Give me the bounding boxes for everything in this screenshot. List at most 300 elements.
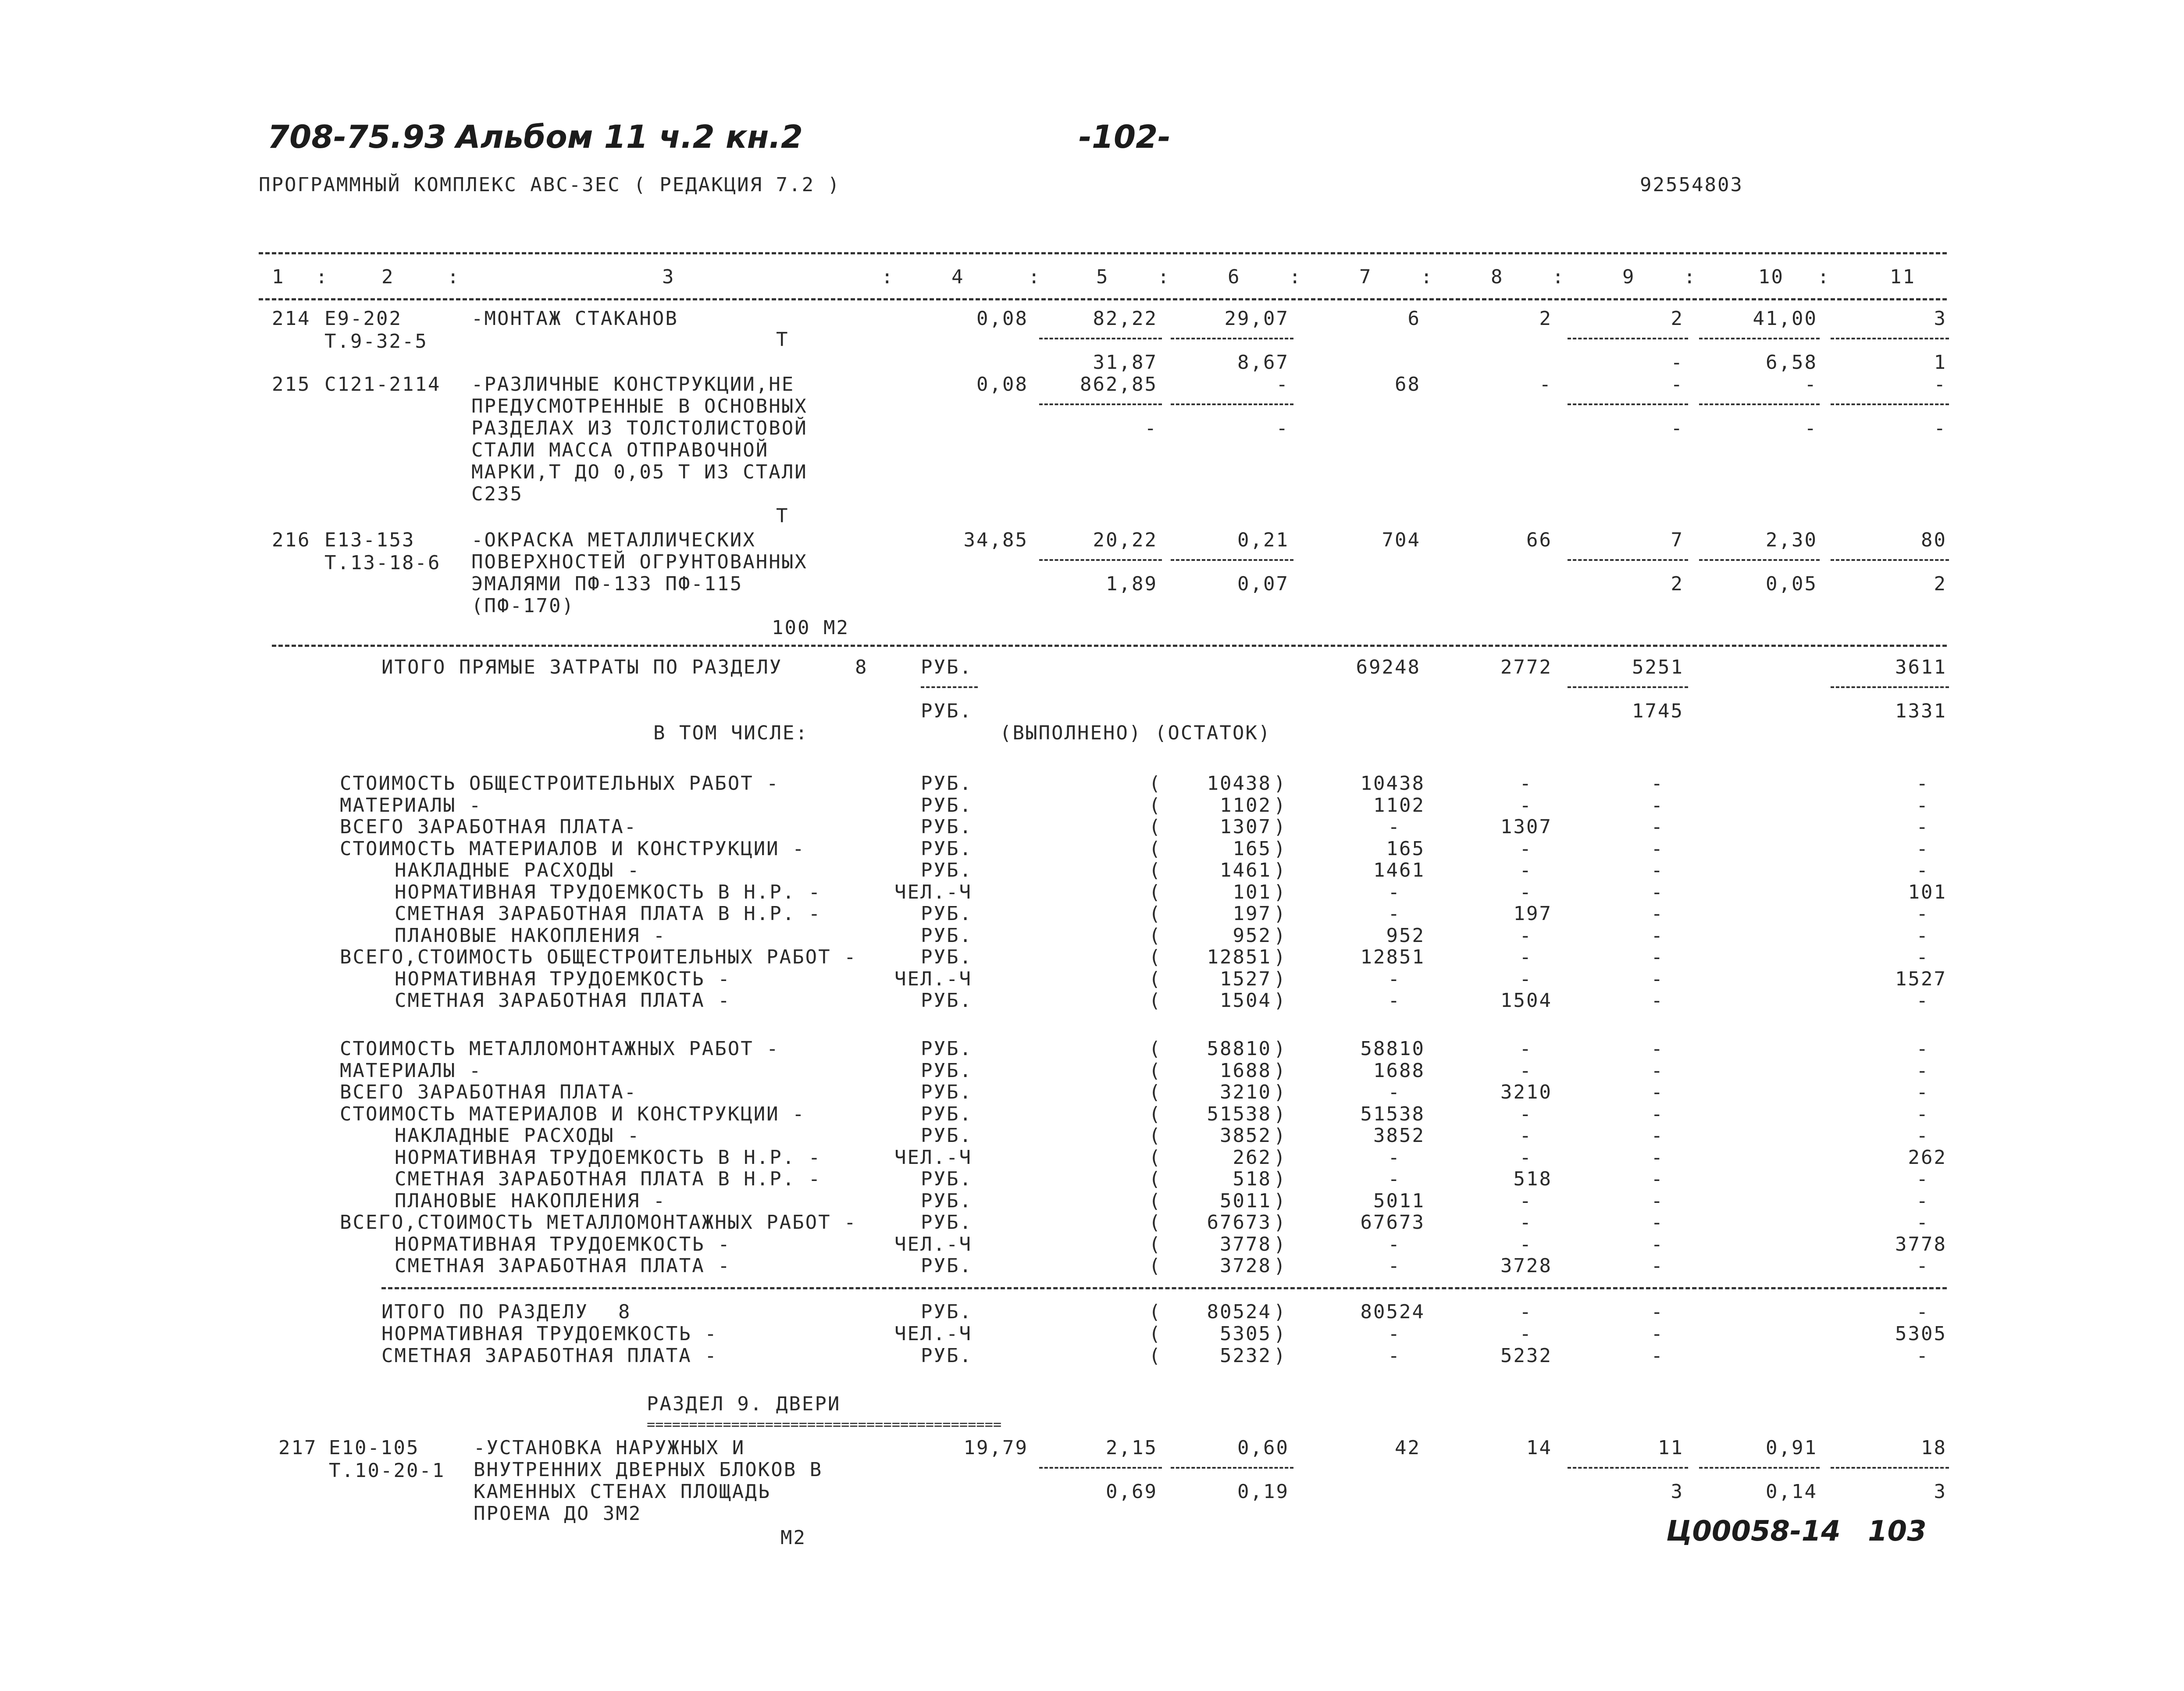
- summary-done: 262: [1233, 1146, 1272, 1169]
- summary-paren-close: ): [1274, 794, 1287, 817]
- item-value-c10b: -: [1804, 417, 1817, 439]
- column-separator: :: [316, 266, 329, 288]
- summary-label: НОРМАТИВНАЯ ТРУДОЕМКОСТЬ -: [395, 967, 731, 990]
- summary-c7: -: [1388, 989, 1401, 1012]
- section-total-c8: 5232: [1500, 1345, 1552, 1367]
- item-code-2: Т.9-32-5: [324, 330, 428, 353]
- summary-c9: -: [1651, 946, 1664, 968]
- summary-c9: -: [1651, 924, 1664, 947]
- item-code-2: Т.10-20-1: [329, 1459, 445, 1482]
- summary-c11: -: [1916, 816, 1929, 838]
- item-number: 215: [272, 373, 311, 396]
- summary-c9: -: [1651, 1038, 1664, 1060]
- summary-c7: -: [1388, 816, 1401, 838]
- item-value-c11b: 3: [1934, 1481, 1947, 1503]
- summary-paren-close: ): [1274, 1102, 1287, 1125]
- summary-c9: -: [1651, 881, 1664, 903]
- summary-c9: -: [1651, 772, 1664, 795]
- summary-done: 10438: [1207, 772, 1272, 795]
- summary-paren-open: (: [1149, 772, 1162, 795]
- summary-c8: -: [1519, 967, 1532, 990]
- totals-unit-2: РУБ.: [921, 700, 973, 722]
- summary-label: МАТЕРИАЛЫ -: [340, 794, 482, 817]
- item-subrule: [1039, 338, 1162, 339]
- summary-done: 3728: [1220, 1255, 1272, 1277]
- summary-label: ВСЕГО,СТОИМОСТЬ МЕТАЛЛОМОНТАЖНЫХ РАБОТ -: [340, 1211, 857, 1234]
- item-value-c6b: 0,19: [1237, 1481, 1289, 1503]
- summary-label: СТОИМОСТЬ МАТЕРИАЛОВ И КОНСТРУКЦИИ -: [340, 1102, 805, 1125]
- summary-c8: -: [1519, 1038, 1532, 1060]
- summary-c11: -: [1916, 1102, 1929, 1125]
- item-code: Е9-202: [324, 307, 402, 330]
- summary-c7: -: [1388, 903, 1401, 925]
- summary-c11: -: [1916, 1124, 1929, 1147]
- summary-paren-close: ): [1274, 1323, 1287, 1345]
- item-value-c11: 80: [1921, 529, 1947, 551]
- item-description: -ОКРАСКА МЕТАЛЛИЧЕСКИХ: [471, 529, 756, 551]
- summary-paren-open: (: [1149, 1233, 1162, 1256]
- summary-label: ПЛАНОВЫЕ НАКОПЛЕНИЯ -: [395, 924, 666, 947]
- summary-c11: -: [1916, 946, 1929, 968]
- summary-c11: -: [1916, 924, 1929, 947]
- summary-c11: -: [1916, 1211, 1929, 1234]
- summary-paren-close: ): [1274, 1301, 1287, 1323]
- summary-c8: -: [1519, 1124, 1532, 1147]
- item-value-c6: 29,07: [1224, 307, 1289, 330]
- summary-c8: -: [1519, 946, 1532, 968]
- item-subrule: [1831, 559, 1949, 561]
- summary-paren-close: ): [1274, 1124, 1287, 1147]
- summary-label: НОРМАТИВНАЯ ТРУДОЕМКОСТЬ В Н.Р. -: [395, 1146, 822, 1169]
- item-value-c5: 2,15: [1106, 1437, 1158, 1459]
- stamp-code: Ц00058-14: [1666, 1515, 1841, 1548]
- summary-unit: ЧЕЛ.-Ч: [894, 1146, 972, 1169]
- header-rule-bottom: [259, 298, 1947, 300]
- summary-unit: РУБ.: [921, 1211, 973, 1234]
- summary-c11: -: [1916, 903, 1929, 925]
- column-number: 6: [1228, 266, 1241, 288]
- section-total-c9: -: [1651, 1323, 1664, 1345]
- item-description: (ПФ-170): [471, 595, 575, 617]
- summary-c8: 197: [1513, 903, 1552, 925]
- summary-done: 1307: [1220, 816, 1272, 838]
- item-value-c9b: -: [1671, 417, 1684, 439]
- item-description: С235: [471, 483, 523, 505]
- item-description: СТАЛИ МАССА ОТПРАВОЧНОЙ: [471, 439, 769, 461]
- summary-paren-open: (: [1149, 1102, 1162, 1125]
- summary-paren-open: (: [1149, 1211, 1162, 1234]
- column-separator: :: [1158, 266, 1171, 288]
- section-9-title: РАЗДЕЛ 9. ДВЕРИ: [647, 1393, 841, 1415]
- summary-paren-close: ): [1274, 924, 1287, 947]
- summary-c7: -: [1388, 1255, 1401, 1277]
- column-separator: :: [1817, 266, 1831, 288]
- item-value-c5: 82,22: [1093, 307, 1158, 330]
- summary-c7: 58810: [1360, 1038, 1425, 1060]
- summary-c11: 1527: [1895, 967, 1947, 990]
- header-rule-top: [259, 252, 1947, 254]
- section-total-c9: -: [1651, 1345, 1664, 1367]
- item-code: С121-2114: [324, 373, 441, 396]
- summary-c8: -: [1519, 794, 1532, 817]
- column-separator: :: [1028, 266, 1041, 288]
- summary-done: 3778: [1220, 1233, 1272, 1256]
- summary-c9: -: [1651, 1124, 1664, 1147]
- summary-c9: -: [1651, 967, 1664, 990]
- item-value-c4: 19,79: [963, 1437, 1028, 1459]
- summary-c11: -: [1916, 794, 1929, 817]
- totals-subrule: [1568, 686, 1688, 688]
- item-value-c9: 11: [1658, 1437, 1684, 1459]
- item-subrule: [1039, 559, 1162, 561]
- item-subrule: [1568, 559, 1688, 561]
- summary-done: 1102: [1220, 794, 1272, 817]
- summary-unit: РУБ.: [921, 859, 973, 881]
- summary-c9: -: [1651, 1059, 1664, 1082]
- summary-paren-close: ): [1274, 859, 1287, 881]
- item-unit: Т: [776, 505, 789, 527]
- summary-paren-open: (: [1149, 794, 1162, 817]
- item-value-c5: 20,22: [1093, 529, 1158, 551]
- section-totals-rule: [381, 1287, 1947, 1289]
- summary-done: 1688: [1220, 1059, 1272, 1082]
- summary-paren-close: ): [1274, 1345, 1287, 1367]
- summary-label: НОРМАТИВНАЯ ТРУДОЕМКОСТЬ -: [395, 1233, 731, 1256]
- item-subrule: [1699, 559, 1820, 561]
- summary-c11: -: [1916, 989, 1929, 1012]
- summary-c8: -: [1519, 1233, 1532, 1256]
- summary-c8: -: [1519, 881, 1532, 903]
- summary-c9: -: [1651, 1255, 1664, 1277]
- summary-c7: -: [1388, 1168, 1401, 1190]
- summary-label: СМЕТНАЯ ЗАРАБОТНАЯ ПЛАТА В Н.Р. -: [395, 1168, 822, 1190]
- item-subrule: [1039, 1467, 1162, 1469]
- totals-subrule: [921, 686, 978, 688]
- summary-c7: -: [1388, 1146, 1401, 1169]
- section-total-c8: -: [1519, 1301, 1532, 1323]
- column-number: 5: [1096, 266, 1109, 288]
- summary-unit: РУБ.: [921, 837, 973, 860]
- item-value-c10b: 6,58: [1766, 351, 1817, 374]
- item-value-c10b: 0,05: [1766, 573, 1817, 595]
- summary-done: 518: [1233, 1168, 1272, 1190]
- summary-c7: 1102: [1373, 794, 1425, 817]
- summary-c11: -: [1916, 1189, 1929, 1212]
- summary-c7: 3852: [1373, 1124, 1425, 1147]
- summary-unit: РУБ.: [921, 772, 973, 795]
- including-label: В ТОМ ЧИСЛЕ:: [653, 722, 809, 744]
- summary-paren-open: (: [1149, 1323, 1162, 1345]
- summary-paren-close: ): [1274, 967, 1287, 990]
- totals-c7: 69248: [1356, 656, 1421, 678]
- item-subrule: [1568, 338, 1688, 339]
- summary-label: СМЕТНАЯ ЗАРАБОТНАЯ ПЛАТА -: [395, 1255, 731, 1277]
- column-number: 8: [1491, 266, 1504, 288]
- item-unit: Т: [776, 328, 789, 351]
- item-value-c11: 3: [1934, 307, 1947, 330]
- item-description: ПРОЕМА ДО 3М2: [474, 1502, 642, 1525]
- section-total-done: 5305: [1220, 1323, 1272, 1345]
- column-separator: :: [1684, 266, 1697, 288]
- summary-c9: -: [1651, 1146, 1664, 1169]
- section-total-c9: -: [1651, 1301, 1664, 1323]
- totals-c9: 5251: [1632, 656, 1684, 678]
- summary-c8: -: [1519, 1211, 1532, 1234]
- section-total-unit: ЧЕЛ.-Ч: [894, 1323, 972, 1345]
- section-total-done: 5232: [1220, 1345, 1272, 1367]
- column-number: 11: [1890, 266, 1916, 288]
- totals-c11: 3611: [1895, 656, 1947, 678]
- summary-c11: -: [1916, 837, 1929, 860]
- summary-paren-close: ): [1274, 903, 1287, 925]
- summary-c8: 1307: [1500, 816, 1552, 838]
- summary-c8: -: [1519, 859, 1532, 881]
- summary-paren-open: (: [1149, 946, 1162, 968]
- summary-paren-close: ): [1274, 1081, 1287, 1103]
- item-number: 214: [272, 307, 311, 330]
- item-value-c8: -: [1539, 373, 1552, 396]
- summary-paren-open: (: [1149, 1301, 1162, 1323]
- summary-c8: -: [1519, 1102, 1532, 1125]
- item-value-c6b: 8,67: [1237, 351, 1289, 374]
- section-total-unit: РУБ.: [921, 1301, 973, 1323]
- column-separator: :: [1552, 266, 1565, 288]
- summary-paren-close: ): [1274, 989, 1287, 1012]
- summary-c8: -: [1519, 837, 1532, 860]
- item-value-c7: 6: [1407, 307, 1421, 330]
- item-value-c5: 862,85: [1080, 373, 1158, 396]
- summary-label: СМЕТНАЯ ЗАРАБОТНАЯ ПЛАТА -: [395, 989, 731, 1012]
- section-total-c11: -: [1916, 1301, 1929, 1323]
- item-value-c8: 2: [1539, 307, 1552, 330]
- summary-c7: 1461: [1373, 859, 1425, 881]
- summary-unit: ЧЕЛ.-Ч: [894, 1233, 972, 1256]
- summary-c11: 262: [1908, 1146, 1947, 1169]
- item-value-c10: 2,30: [1766, 529, 1817, 551]
- album-label: Альбом 11 ч.2 кн.2: [456, 118, 803, 155]
- summary-paren-open: (: [1149, 1124, 1162, 1147]
- summary-paren-open: (: [1149, 989, 1162, 1012]
- totals-rule: [272, 645, 1947, 647]
- item-description: -УСТАНОВКА НАРУЖНЫХ И: [474, 1437, 745, 1459]
- summary-paren-close: ): [1274, 772, 1287, 795]
- summary-done: 67673: [1207, 1211, 1272, 1234]
- totals-label: ИТОГО ПРЯМЫЕ ЗАТРАТЫ ПО РАЗДЕЛУ: [381, 656, 783, 678]
- totals-unit: РУБ.: [921, 656, 973, 678]
- summary-label: НОРМАТИВНАЯ ТРУДОЕМКОСТЬ В Н.Р. -: [395, 881, 822, 903]
- column-number: 2: [381, 266, 395, 288]
- item-number: 217: [278, 1437, 317, 1459]
- done-rest-label: (ВЫПОЛНЕНО) (ОСТАТОК): [1000, 722, 1272, 744]
- summary-paren-close: ): [1274, 1255, 1287, 1277]
- item-value-c6: -: [1276, 373, 1289, 396]
- item-value-c10: 41,00: [1753, 307, 1817, 330]
- summary-paren-open: (: [1149, 837, 1162, 860]
- summary-label: ПЛАНОВЫЕ НАКОПЛЕНИЯ -: [395, 1189, 666, 1212]
- summary-done: 51538: [1207, 1102, 1272, 1125]
- item-subrule: [1171, 1467, 1293, 1469]
- summary-c8: -: [1519, 1059, 1532, 1082]
- section-total-c7: -: [1388, 1323, 1401, 1345]
- column-number: 1: [272, 266, 285, 288]
- item-value-c9: 2: [1671, 307, 1684, 330]
- summary-paren-open: (: [1149, 1168, 1162, 1190]
- item-subrule: [1171, 559, 1293, 561]
- summary-c8: -: [1519, 1189, 1532, 1212]
- program-header: ПРОГРАММНЫЙ КОМПЛЕКС АВС-3ЕС ( РЕДАКЦИЯ 7.2 ): [259, 174, 841, 196]
- item-value-c6: 0,60: [1237, 1437, 1289, 1459]
- item-value-c11b: -: [1934, 417, 1947, 439]
- summary-c7: 952: [1386, 924, 1425, 947]
- summary-c8: -: [1519, 924, 1532, 947]
- section-total-c11: 5305: [1895, 1323, 1947, 1345]
- summary-unit: РУБ.: [921, 1038, 973, 1060]
- section-9-underline: ==========================================: [647, 1416, 1002, 1433]
- summary-label: СТОИМОСТЬ МЕТАЛЛОМОНТАЖНЫХ РАБОТ -: [340, 1038, 780, 1060]
- summary-done: 1461: [1220, 859, 1272, 881]
- summary-c9: -: [1651, 1211, 1664, 1234]
- item-value-c4: 0,08: [976, 373, 1028, 396]
- summary-c9: -: [1651, 794, 1664, 817]
- item-value-c8: 66: [1526, 529, 1552, 551]
- item-value-c9: -: [1671, 373, 1684, 396]
- item-value-c11b: 1: [1934, 351, 1947, 374]
- item-subrule: [1171, 403, 1293, 405]
- summary-paren-open: (: [1149, 1345, 1162, 1367]
- item-value-c7: 704: [1382, 529, 1421, 551]
- summary-unit: РУБ.: [921, 794, 973, 817]
- item-subrule: [1831, 1467, 1949, 1469]
- item-value-c9b: -: [1671, 351, 1684, 374]
- summary-c7: -: [1388, 1233, 1401, 1256]
- summary-c8: -: [1519, 772, 1532, 795]
- summary-c8: 1504: [1500, 989, 1552, 1012]
- summary-paren-open: (: [1149, 1255, 1162, 1277]
- totals-c9b: 1745: [1632, 700, 1684, 722]
- summary-unit: РУБ.: [921, 816, 973, 838]
- summary-c7: 51538: [1360, 1102, 1425, 1125]
- summary-c7: -: [1388, 1081, 1401, 1103]
- summary-c11: -: [1916, 772, 1929, 795]
- totals-c8: 2772: [1500, 656, 1552, 678]
- item-subrule: [1568, 403, 1688, 405]
- item-description: -МОНТАЖ СТАКАНОВ: [471, 307, 678, 330]
- section-total-c7: 80524: [1360, 1301, 1425, 1323]
- item-code: Е10-105: [329, 1437, 420, 1459]
- item-number: 216: [272, 529, 311, 551]
- summary-unit: ЧЕЛ.-Ч: [894, 967, 972, 990]
- program-code: 92554803: [1640, 174, 1743, 196]
- item-value-c10: -: [1804, 373, 1817, 396]
- summary-unit: РУБ.: [921, 1255, 973, 1277]
- summary-c7: 1688: [1373, 1059, 1425, 1082]
- summary-c9: -: [1651, 816, 1664, 838]
- summary-unit: РУБ.: [921, 1124, 973, 1147]
- summary-c9: -: [1651, 1233, 1664, 1256]
- summary-done: 58810: [1207, 1038, 1272, 1060]
- summary-c8: 518: [1513, 1168, 1552, 1190]
- item-value-c9b: 3: [1671, 1481, 1684, 1503]
- summary-done: 1527: [1220, 967, 1272, 990]
- summary-c8: 3728: [1500, 1255, 1552, 1277]
- item-value-c4: 34,85: [963, 529, 1028, 551]
- item-value-c6b: 0,07: [1237, 573, 1289, 595]
- section-total-label: ИТОГО ПО РАЗДЕЛУ: [381, 1301, 588, 1323]
- column-number: 4: [951, 266, 965, 288]
- summary-c11: -: [1916, 1038, 1929, 1060]
- section-total-unit: РУБ.: [921, 1345, 973, 1367]
- item-value-c7: 42: [1395, 1437, 1421, 1459]
- summary-unit: РУБ.: [921, 1102, 973, 1125]
- item-value-c6b: -: [1276, 417, 1289, 439]
- summary-label: ВСЕГО ЗАРАБОТНАЯ ПЛАТА-: [340, 1081, 638, 1103]
- summary-paren-close: ): [1274, 1168, 1287, 1190]
- item-value-c5b: 1,89: [1106, 573, 1158, 595]
- item-subrule: [1699, 338, 1820, 339]
- summary-paren-open: (: [1149, 1081, 1162, 1103]
- item-description: ПРЕДУСМОТРЕННЫЕ В ОСНОВНЫХ: [471, 395, 808, 417]
- summary-c9: -: [1651, 859, 1664, 881]
- summary-c8: 3210: [1500, 1081, 1552, 1103]
- summary-done: 3852: [1220, 1124, 1272, 1147]
- summary-paren-open: (: [1149, 1146, 1162, 1169]
- totals-subrule: [1831, 686, 1949, 688]
- item-value-c5b: 31,87: [1093, 351, 1158, 374]
- summary-paren-open: (: [1149, 903, 1162, 925]
- stamp-page: 103: [1868, 1515, 1927, 1548]
- summary-paren-open: (: [1149, 1189, 1162, 1212]
- summary-label: СМЕТНАЯ ЗАРАБОТНАЯ ПЛАТА В Н.Р. -: [395, 903, 822, 925]
- summary-paren-close: ): [1274, 1233, 1287, 1256]
- summary-c7: -: [1388, 967, 1401, 990]
- item-unit: М2: [780, 1527, 806, 1549]
- summary-unit: РУБ.: [921, 1081, 973, 1103]
- summary-c11: -: [1916, 1081, 1929, 1103]
- summary-c8: -: [1519, 1146, 1532, 1169]
- item-value-c11: 18: [1921, 1437, 1947, 1459]
- summary-done: 165: [1233, 837, 1272, 860]
- summary-unit: РУБ.: [921, 989, 973, 1012]
- summary-c7: -: [1388, 881, 1401, 903]
- summary-c9: -: [1651, 989, 1664, 1012]
- summary-c7: 12851: [1360, 946, 1425, 968]
- item-description: -РАЗЛИЧНЫЕ КОНСТРУКЦИИ,НЕ: [471, 373, 795, 396]
- item-subrule: [1699, 1467, 1820, 1469]
- summary-paren-open: (: [1149, 1038, 1162, 1060]
- item-value-c11b: 2: [1934, 573, 1947, 595]
- summary-c11: -: [1916, 1059, 1929, 1082]
- summary-c7: 67673: [1360, 1211, 1425, 1234]
- item-unit: 100 М2: [772, 617, 849, 639]
- summary-c7: 10438: [1360, 772, 1425, 795]
- item-value-c9: 7: [1671, 529, 1684, 551]
- summary-unit: РУБ.: [921, 1189, 973, 1212]
- summary-paren-close: ): [1274, 1059, 1287, 1082]
- summary-c11: 101: [1908, 881, 1947, 903]
- totals-section: 8: [855, 656, 868, 678]
- item-code: Е13-153: [324, 529, 415, 551]
- summary-unit: РУБ.: [921, 903, 973, 925]
- summary-label: МАТЕРИАЛЫ -: [340, 1059, 482, 1082]
- column-number: 3: [662, 266, 675, 288]
- summary-c11: 3778: [1895, 1233, 1947, 1256]
- summary-label: ВСЕГО ЗАРАБОТНАЯ ПЛАТА-: [340, 816, 638, 838]
- item-value-c5b: 0,69: [1106, 1481, 1158, 1503]
- item-description: РАЗДЕЛАХ ИЗ ТОЛСТОЛИСТОВОЙ: [471, 417, 808, 439]
- column-number: 9: [1622, 266, 1635, 288]
- section-total-c7: -: [1388, 1345, 1401, 1367]
- section-total-label: НОРМАТИВНАЯ ТРУДОЕМКОСТЬ -: [381, 1323, 718, 1345]
